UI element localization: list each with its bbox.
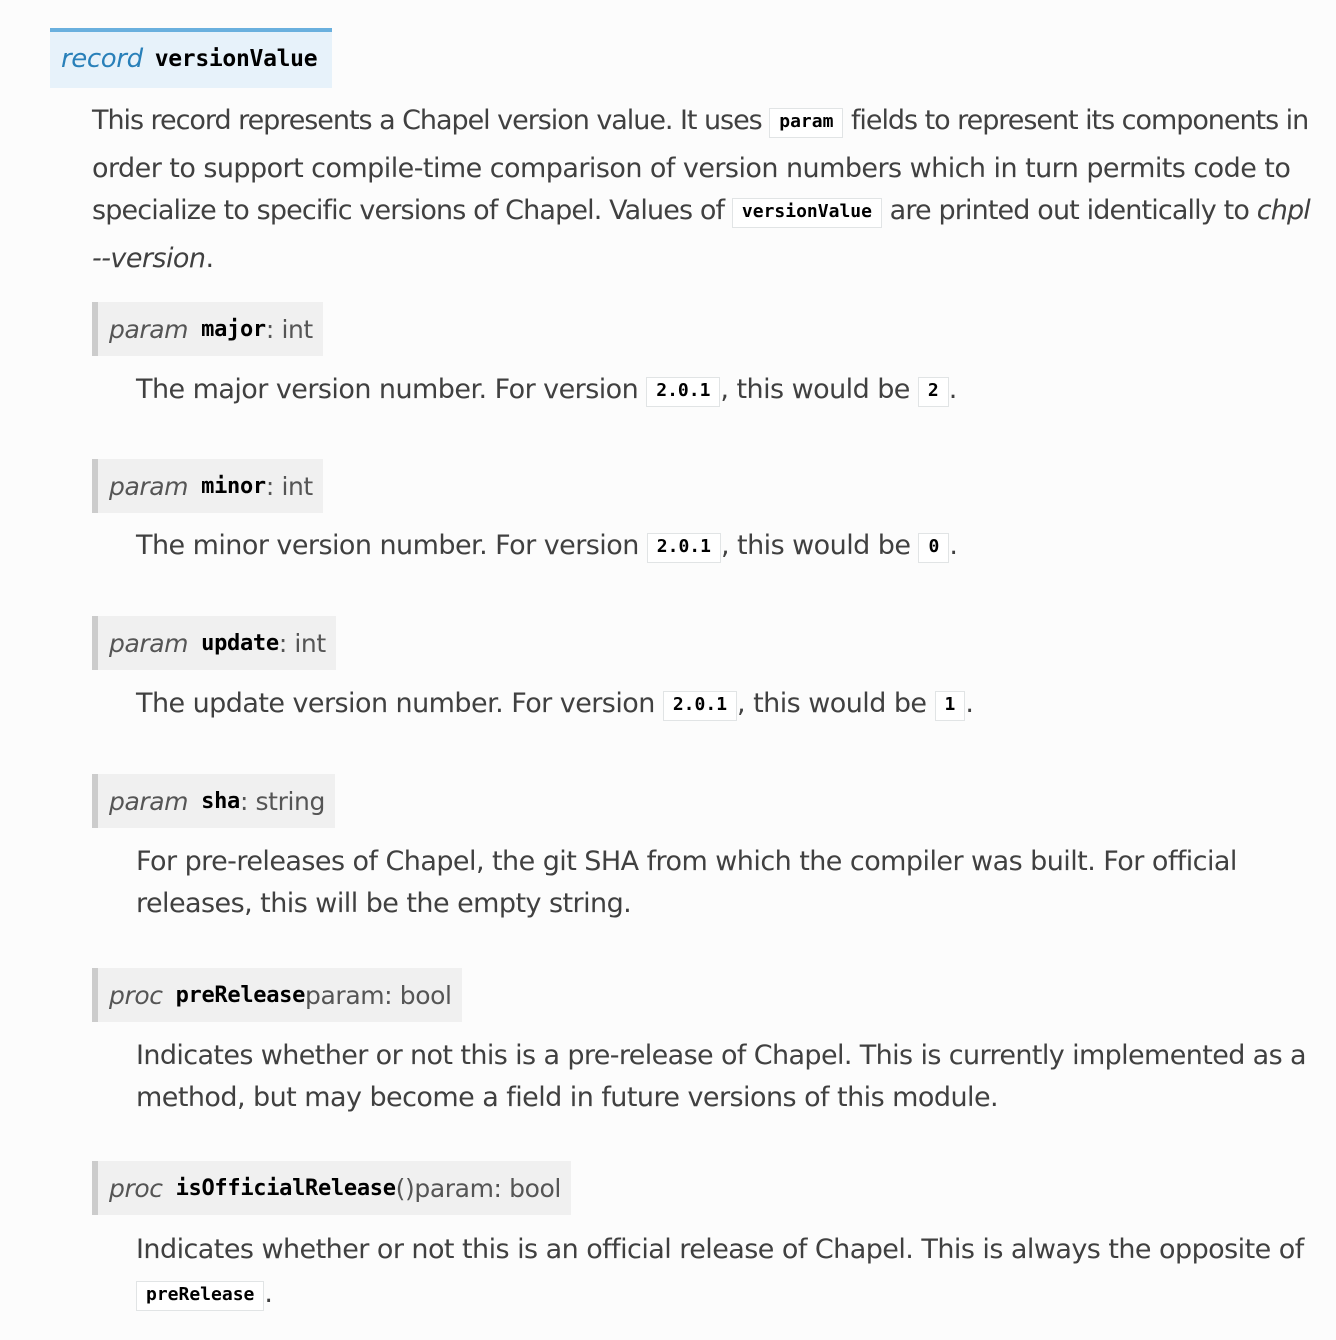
member-signature-update [92,616,336,670]
member-name: sha [201,788,240,814]
member-return-type: param: bool [414,1173,561,1203]
member-keyword: param [109,786,189,816]
member-keyword: proc [109,980,163,1010]
record-signature [50,28,332,88]
member-name: preRelease [175,982,306,1008]
member-name: minor [201,473,266,499]
member-description-major: The major version number. For version 2.0.1 , this would be 2 . [136,374,957,405]
member-signature-prerelease [92,968,462,1022]
member-keyword: param [109,314,189,344]
record-description-line-1: This record represents a Chapel version value. It uses param fields to represent its components in [92,105,1309,136]
member-description-sha-line-2: releases, this will be the empty string. [136,888,632,919]
member-type: : string [239,786,325,816]
inline-code-param: param [769,108,843,138]
member-type: : int [265,314,313,344]
inline-code: 2.0.1 [663,691,737,721]
member-signature-minor [92,459,323,513]
member-type: : int [278,628,326,658]
member-description-minor: The minor version number. For version 2.0.1 , this would be 0 . [136,530,958,561]
member-name: isOfficialRelease [175,1175,396,1201]
member-signature-sha [92,774,335,828]
inline-code: 1 [935,691,966,721]
record-description-line-4: --version. [92,243,214,274]
record-description-line-3: specialize to specific versions of Chapel. Values of versionValue are printed out identically to chpl [92,195,1310,226]
inline-code-versionvalue: versionValue [732,198,882,228]
inline-code-prerelease: preRelease [136,1281,264,1311]
member-name: major [201,316,266,342]
inline-code: 2.0.1 [646,377,720,407]
inline-code: 2 [918,377,949,407]
record-keyword: record [61,44,143,74]
member-keyword: proc [109,1173,163,1203]
member-description-sha-line-1: For pre-releases of Chapel, the git SHA from which the compiler was built. For official [136,846,1237,877]
member-type: : int [265,471,313,501]
record-description-line-2: order to support compile-time comparison of version numbers which in turn permits code to [92,153,1291,184]
member-description-prerelease-line-2: method, but may become a field in future versions of this module. [136,1082,999,1113]
member-signature-major [92,302,323,356]
member-return-type: param: bool [305,980,452,1010]
member-parens: () [395,1173,415,1203]
member-description-prerelease-line-1: Indicates whether or not this is a pre-release of Chapel. This is currently implemented as a [136,1040,1306,1071]
member-name: update [201,630,279,656]
member-description-update: The update version number. For version 2.0.1 , this would be 1 . [136,688,974,719]
member-description-isofficialrelease-line-1: Indicates whether or not this is an official release of Chapel. This is always the opposite of [136,1234,1304,1265]
member-keyword: param [109,471,189,501]
member-signature-isofficialrelease [92,1161,571,1215]
inline-code: 2.0.1 [647,533,721,563]
member-description-isofficialrelease-line-2: preRelease . [136,1280,272,1311]
inline-code: 0 [918,533,949,563]
record-name: versionValue [154,46,318,72]
member-keyword: param [109,628,189,658]
